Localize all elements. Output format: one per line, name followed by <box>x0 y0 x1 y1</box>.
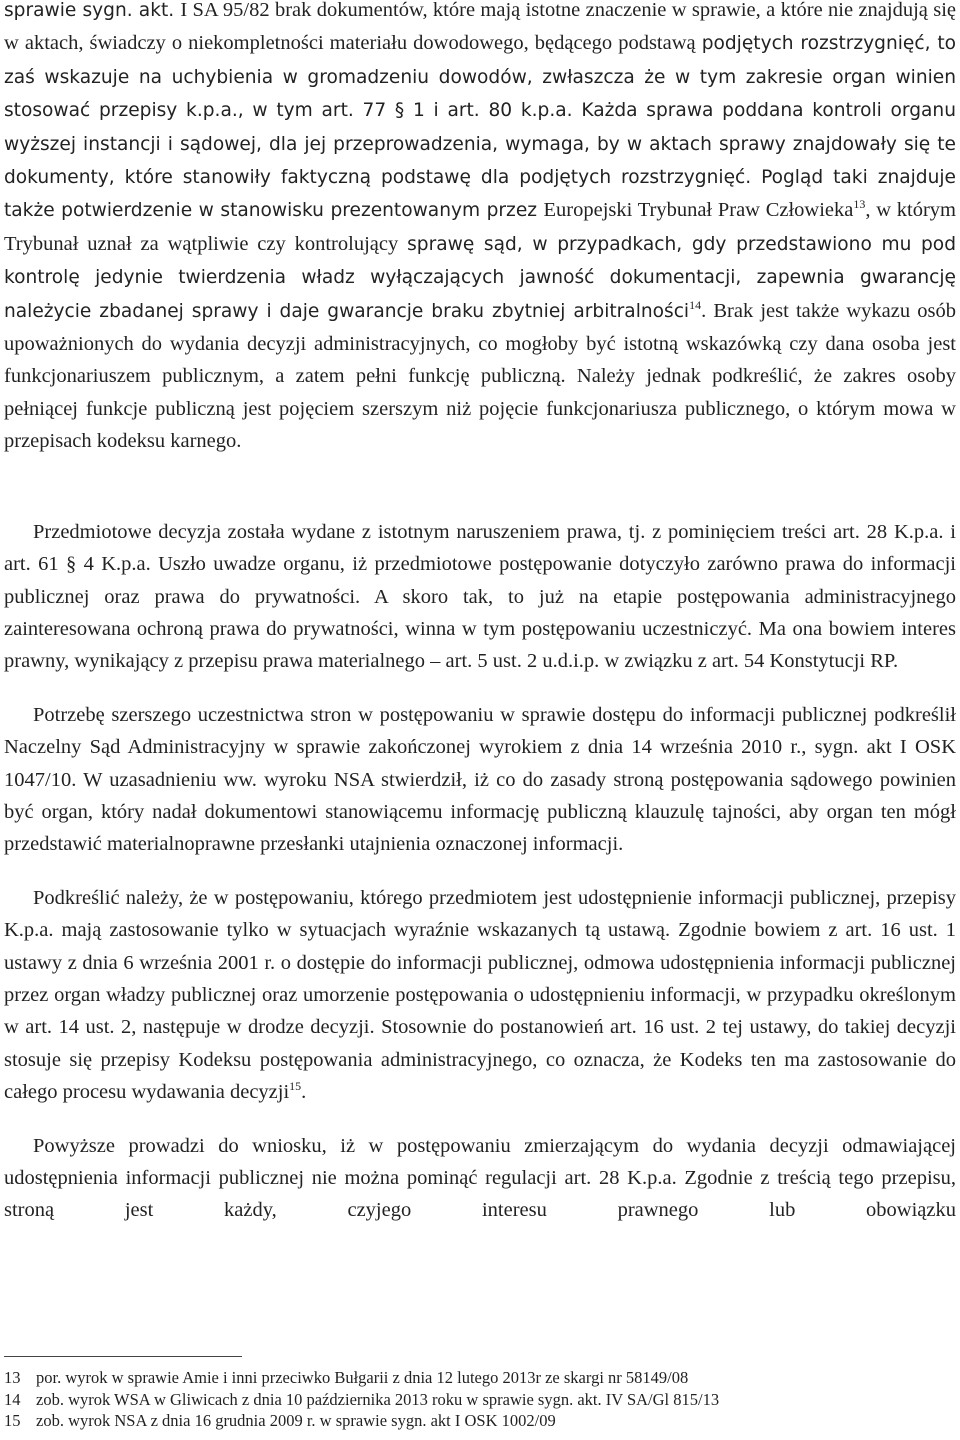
paragraph-gap <box>4 678 956 699</box>
paragraph-3: Potrzebę szerszego uczestnictwa stron w postępowaniu w sprawie dostępu do informacji publicznej podkreślił Naczelny Sąd Administracyjny w sprawie zakończonej wyrokiem z dnia 14 września 2010 r., sygn. akt I OSK 1047/10. W uzasadnieniu ww. wyroku NSA stwierdził, iż co do zasady stroną postępowania sądowego powinien być organ, który nadał dokumentowi stanowiącemu informację publiczną klauzulę tajności, aby organ ten mógł przedstawić materialnoprawne przesłanki utajnienia oznaczonej informacji. <box>4 703 956 856</box>
paragraph-gap <box>4 861 956 882</box>
footnotes <box>4 1367 944 1432</box>
footnote-ref-14[interactable]: 14 <box>689 297 702 312</box>
footnote-number: 13 <box>4 1368 21 1387</box>
footnote-text: zob. wyrok NSA z dnia 16 grudnia 2009 r. w sprawie sygn. akt I OSK 1002/09 <box>36 1411 556 1430</box>
footnote-ref-13[interactable]: 13 <box>853 197 866 212</box>
footnote-13 <box>4 1367 944 1389</box>
paragraph-1-part-d: Europejski Trybunał Praw Człowieka <box>543 199 854 222</box>
paragraph-4 <box>4 882 956 1109</box>
paragraph-1-part-f: sprawę sąd, w przypadkach, gdy przedstawiono mu pod kontrolę jedynie twierdzenia władz wyłączających jawność dokumentacji, zapewnia gwarancję należycie zbadanej sprawy i daje gwarancje braku zbytniej arbitralności <box>4 233 956 322</box>
footnote-number: 14 <box>4 1389 21 1409</box>
paragraph-2: Przedmiotowe decyzja została wydane z istotnym naruszeniem prawa, tj. z pominięciem treści art. 28 K.p.a. i art. 61 § 4 K.p.a. Uszło uwadze organu, iż przedmiotowe postępowanie dotyczyło zarówno prawa do informacji publicznej oraz prawa do prywatności. A skoro tak, to już na etapie postępowania administracyjnego zainteresowana ochroną prawa do prywatności, winna w tym postępowaniu uczestniczyć. Ma ona bowiem interes prawny, wynikający z przepisu prawa materialnego – art. 5 ust. 2 u.d.i.p. w związku z art. 54 Konstytucji RP. <box>4 520 956 673</box>
footnote-number: 15 <box>4 1411 21 1430</box>
footnote-text: por. wyrok w sprawie Amie i inni przeciwko Bułgarii z dnia 12 lutego 2013r ze skargi nr 58149/08 <box>36 1368 689 1387</box>
paragraph-1-part-a: sprawie sygn. akt. <box>4 0 181 21</box>
paragraph-1-part-c: podjętych rozstrzygnięć, to zaś wskazuje na uchybienia w gromadzeniu dowodów, zwłaszcza że w tym zakresie organ winien stosować przepisy k.p.a., w tym art. 77 § 1 i art. 80 k.p.a. Każda sprawa poddana kontroli organu wyższej instancji i sądowej, dla jej przeprowadzenia, wymaga, by w aktach sprawy znajdowały się te dokumenty, które stanowiły faktyczną podstawę dla podjętych rozstrzygnięć. Pogląd taki znajduje także potwierdzenie w stanowisku prezentowanym przez <box>4 33 956 222</box>
paragraph-1-part-e: , w którym Trybunał uznał za wątpliwie czy kontrolujący <box>4 199 956 255</box>
paragraph-gap <box>4 458 956 516</box>
footnote-text: zob. wyrok WSA w Gliwicach z dnia 10 października 2013 roku w sprawie sygn. akt. IV SA/Gl 815/13 <box>36 1389 720 1409</box>
paragraph-4-end: . <box>301 1081 307 1104</box>
paragraph-1-part-g: . Brak jest także wykazu osób upoważnionych do wydania decyzji administracyjnych, co mogłoby być istotną wskazówką czy dana osoba jest funkcjonariuszem publicznym, a zatem pełni funkcję publiczną. Należy jednak podkreślić, że zakres osoby pełniącej funkcje publiczną jest pojęciem szerszym niż pojęcie funkcjonariusza publicznego, o którym mowa w przepisach kodeksu karnego. <box>4 299 956 453</box>
paragraph-5: Powyższe prowadzi do wniosku, iż w postępowaniu zmierzającym do wydania decyzji odmawiającej udostępnienia informacji publicznej nie można pominąć regulacji art. 28 K.p.a. Zgodnie z treścią tego przepisu, stroną jest każdy, czyjego interesu prawnego lub obowiązku <box>4 1134 956 1222</box>
footnote-14 <box>4 1389 944 1411</box>
footnote-separator <box>4 1356 242 1357</box>
paragraph-1 <box>4 0 956 458</box>
paragraph-gap <box>4 1109 956 1130</box>
paragraph-1-part-b: I SA 95/82 brak dokumentów, które mają istotne znaczenie w sprawie, a które nie znajdują się w aktach, świadczy o niekompletności materiału dowodowego, będącego podstawą <box>4 0 957 55</box>
footnote-ref-15[interactable]: 15 <box>289 1079 302 1094</box>
footnote-15 <box>4 1410 944 1432</box>
paragraph-4-text: Podkreślić należy, że w postępowaniu, którego przedmiotem jest udostępnienie informacji publicznej, przepisy K.p.a. mają zastosowanie tylko w sytuacjach wyraźnie wskazanych tą ustawą. Zgodnie bowiem z art. 16 ust. 1 ustawy z dnia 6 września 2001 r. o dostępie do informacji publicznej, odmowa udostępnienia informacji publicznej przez organ władzy publicznej oraz umorzenie postępowania o udostępnieniu informacji, w przypadku określonym w art. 14 ust. 2, następuje w drodze decyzji. Stosownie do postanowień art. 16 ust. 2 tej ustawy, do takiej decyzji stosuje się przepisy Kodeksu postępowania administracyjnego, co oznacza, że Kodeks ten ma zastosowanie do całego procesu wydawania decyzji <box>4 886 956 1104</box>
